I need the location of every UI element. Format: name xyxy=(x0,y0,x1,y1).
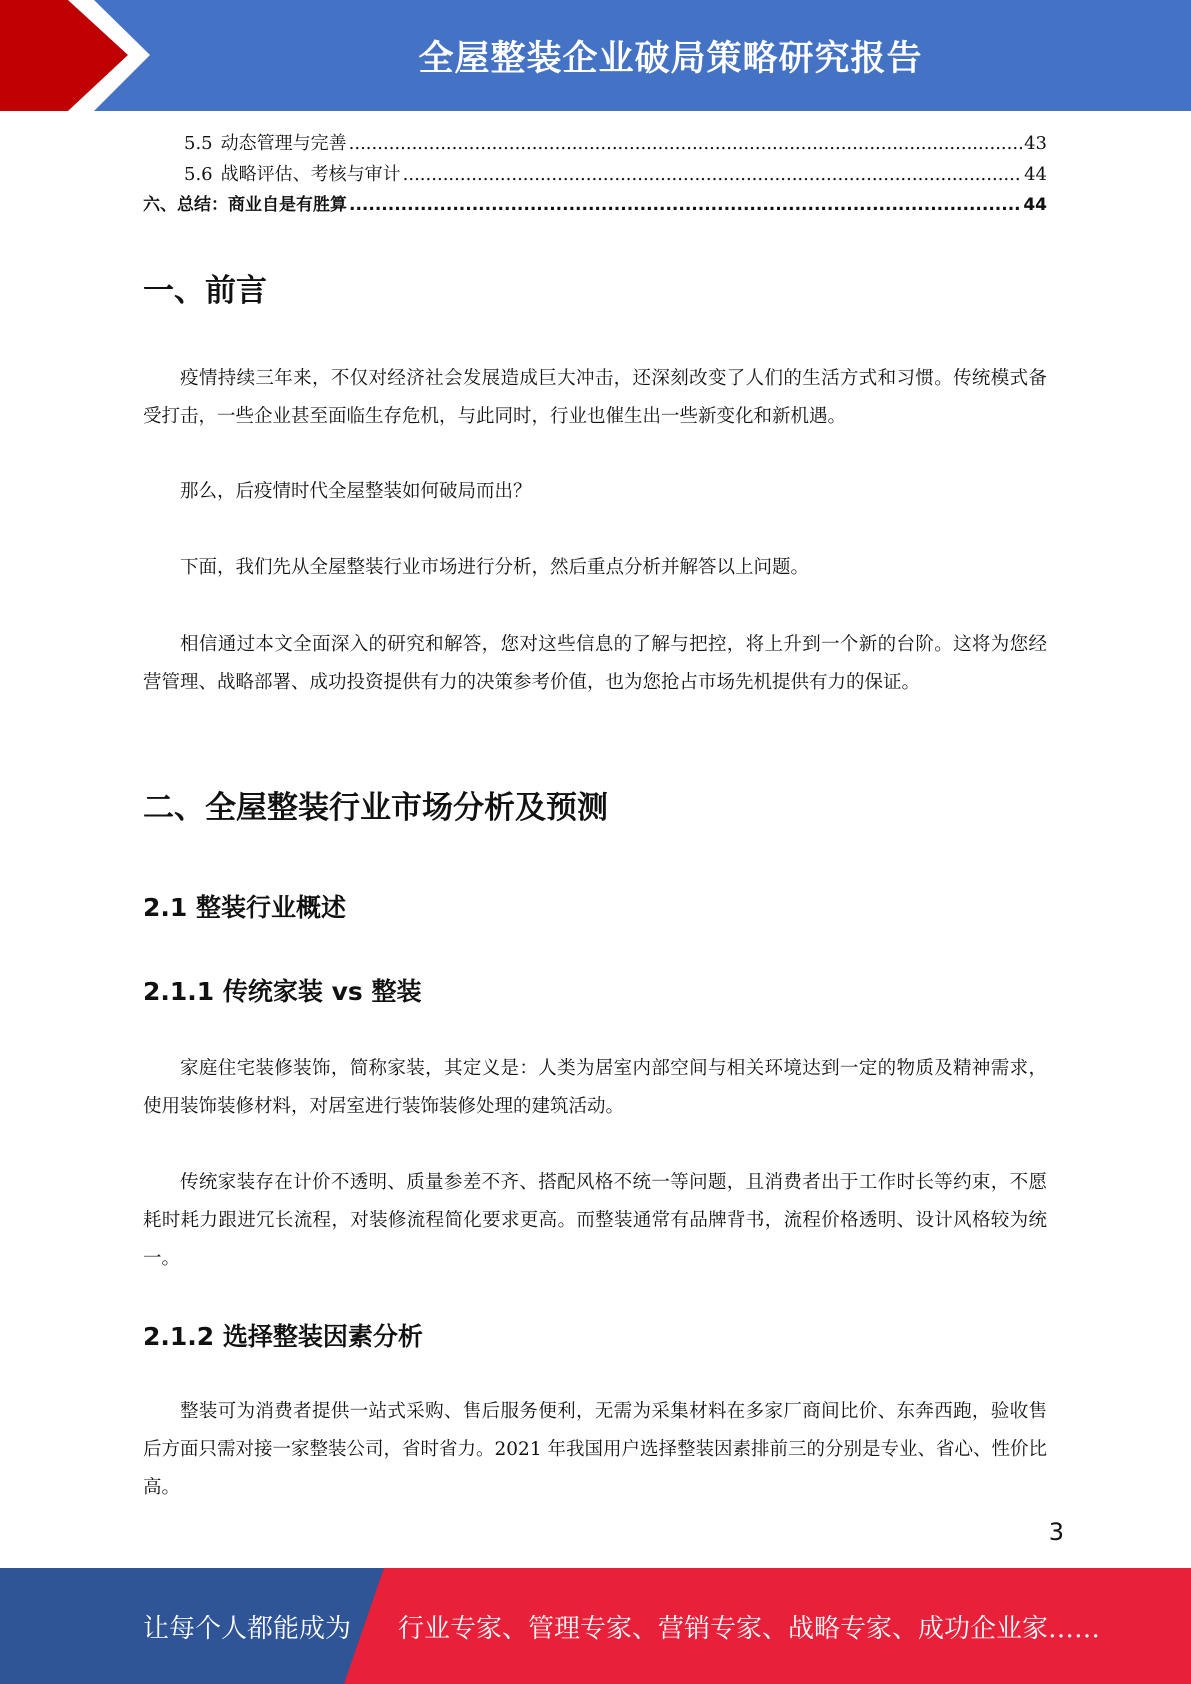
toc-item[interactable] xyxy=(143,159,1047,190)
page-number: 3 xyxy=(1048,1518,1064,1546)
subsection-heading: 2.1 整装行业概述 xyxy=(143,893,346,922)
toc-leader-dots xyxy=(349,190,1021,221)
toc-item-page: 43 xyxy=(1024,133,1047,154)
footer-slogan-right: 行业专家、管理专家、营销专家、战略专家、成功企业家…… xyxy=(398,1613,1101,1644)
toc-leader-dots xyxy=(403,159,1022,190)
toc-item[interactable] xyxy=(143,128,1047,159)
report-title: 全屋整装企业破局策略研究报告 xyxy=(418,38,923,79)
toc-item[interactable] xyxy=(143,190,1047,221)
paragraph: 疫情持续三年来，不仅对经济社会发展造成巨大冲击，还深刻改变了人们的生活方式和习惯。传统模式备受打击，一些企业甚至面临生存危机，与此同时，行业也催生出一些新变化和新机遇。 xyxy=(143,368,1047,427)
paragraph: 传统家装存在计价不透明、质量参差不齐、搭配风格不统一等问题，且消费者出于工作时长等约束，不愿耗时耗力跟进冗长流程，对装修流程简化要求更高。而整装通常有品牌背书，流程价格透明、设计风格较为统一。 xyxy=(143,1172,1047,1269)
subsection-heading: 2.1.1 传统家装 vs 整装 xyxy=(143,977,422,1006)
toc-item-label: 动态管理与完善 xyxy=(220,133,347,154)
paragraph: 整装可为消费者提供一站式采购、售后服务便利，无需为采集材料在多家厂商间比价、东奔西跑，验收售后方面只需对接一家整装公司，省时省力。2021 年我国用户选择整装因素排前三的分别是专业、省心、性价比高。 xyxy=(143,1401,1047,1498)
paragraph: 相信通过本文全面深入的研究和解答，您对这些信息的了解与把控，将上升到一个新的台阶。这将为您经营管理、战略部署、成功投资提供有力的决策参考价值，也为您抢占市场先机提供有力的保证。 xyxy=(143,634,1047,693)
footer-slogan-left: 让每个人都能成为 xyxy=(143,1613,352,1644)
footer-banner xyxy=(0,1568,1191,1684)
section-heading-preface: 一、前言 xyxy=(143,273,267,309)
toc-item-label: 六、总结：商业自是有胜算 xyxy=(143,195,347,215)
toc-item-number: 5.5 xyxy=(184,133,213,154)
paragraph: 下面，我们先从全屋整装行业市场进行分析，然后重点分析并解答以上问题。 xyxy=(180,557,810,578)
toc-item-number: 5.6 xyxy=(184,164,213,185)
toc-item-page: 44 xyxy=(1023,195,1047,215)
header-banner xyxy=(0,0,1191,111)
toc-item-page: 44 xyxy=(1024,164,1047,185)
toc-item-label: 战略评估、考核与审计 xyxy=(220,164,401,185)
paragraph: 家庭住宅装修装饰，简称家装，其定义是：人类为居室内部空间与相关环境达到一定的物质及精神需求，使用装饰装修材料，对居室进行装饰装修处理的建筑活动。 xyxy=(143,1058,1047,1117)
section-heading-market-analysis: 二、全屋整装行业市场分析及预测 xyxy=(143,790,608,826)
toc-leader-dots xyxy=(349,128,1022,159)
table-of-contents xyxy=(143,128,1047,221)
subsection-heading: 2.1.2 选择整装因素分析 xyxy=(143,1322,423,1351)
paragraph: 那么，后疫情时代全屋整装如何破局而出？ xyxy=(180,481,532,502)
